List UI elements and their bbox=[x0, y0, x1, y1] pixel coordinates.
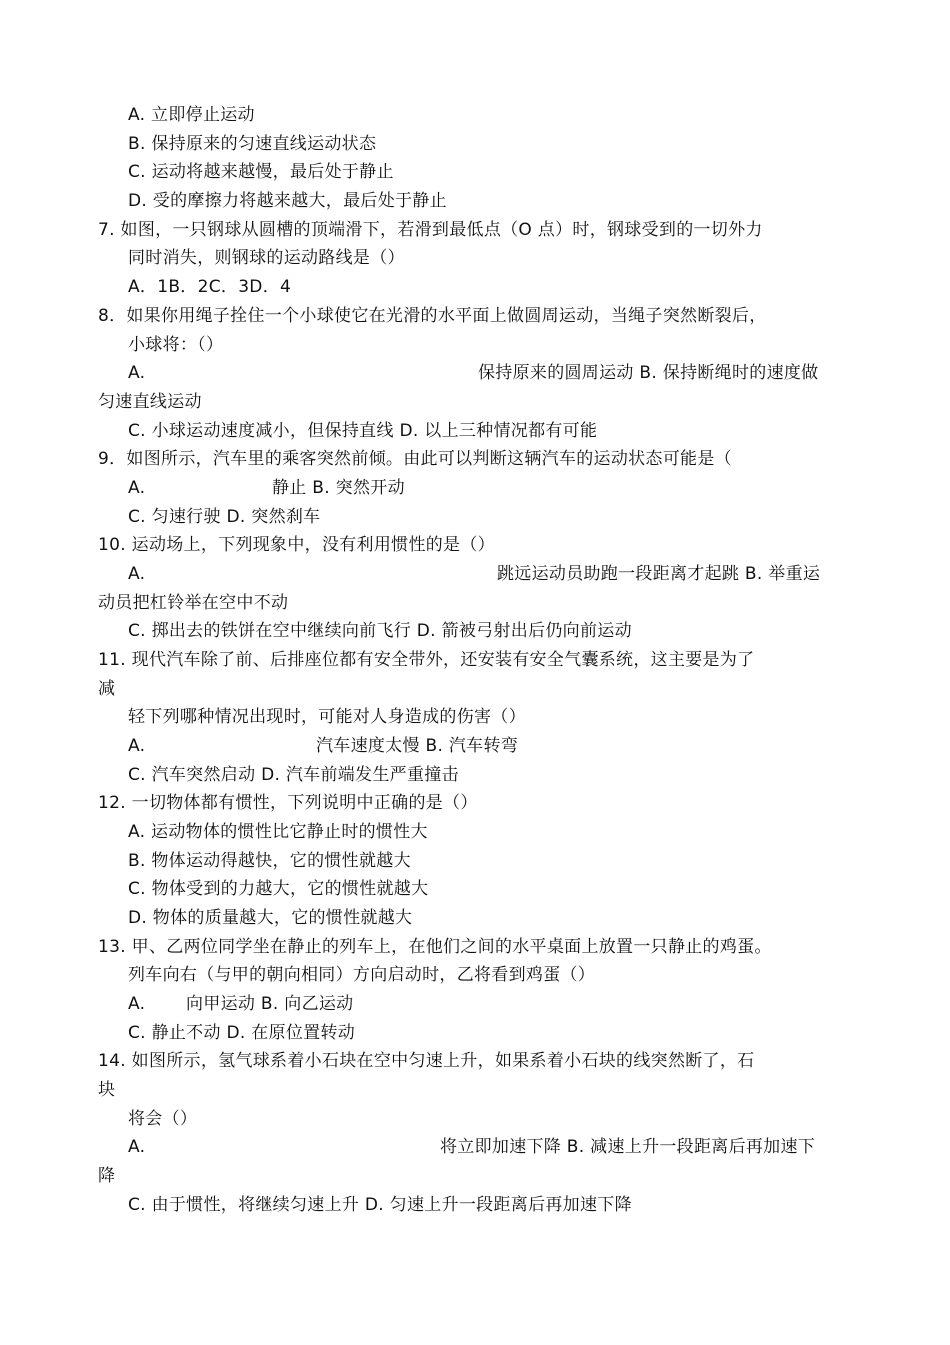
q10-stem: 10. 运动场上，下列现象中，没有利用惯性的是（） bbox=[98, 535, 495, 555]
q14-stem-wrap: 块 bbox=[98, 1080, 116, 1100]
q8-stem-line1: 8．如果你用绳子拴住一个小球使它在光滑的水平面上做圆周运动，当绳子突然断裂后， bbox=[98, 306, 767, 326]
q10-option-a-text: 跳远运动员助跑一段距离才起跳 B. 举重运 bbox=[497, 564, 821, 584]
q10-option-a-wrap: 动员把杠铃举在空中不动 bbox=[98, 593, 289, 613]
q11-stem-line2: 轻下列哪种情况出现时，可能对人身造成的伤害（） bbox=[128, 707, 526, 727]
q9-stem: 9．如图所示，汽车里的乘客突然前倾。由此可以判断这辆汽车的运动状态可能是（ bbox=[98, 449, 732, 469]
q9-options-cd: C. 匀速行驶 D. 突然刹车 bbox=[128, 507, 321, 527]
q8-stem-line2: 小球将：（） bbox=[128, 335, 224, 355]
q11-stem-wrap: 减 bbox=[98, 679, 116, 699]
q14-stem-line2: 将会（） bbox=[128, 1109, 198, 1129]
q8-option-a-label: A. bbox=[128, 363, 146, 383]
q14-stem-line1: 14. 如图所示，氢气球系着小石块在空中匀速上升，如果系着小石块的线突然断了，石 bbox=[98, 1051, 755, 1071]
q12-option-d: D. 物体的质量越大，它的惯性就越大 bbox=[128, 908, 413, 928]
q13-options-cd: C. 静止不动 D. 在原位置转动 bbox=[128, 1023, 356, 1043]
q14-option-a-label: A. bbox=[128, 1137, 146, 1157]
q10-options-cd: C. 掷出去的铁饼在空中继续向前飞行 D. 箭被弓射出后仍向前运动 bbox=[128, 621, 632, 641]
q14-option-a-text: 将立即加速下降 B. 减速上升一段距离后再加速下 bbox=[440, 1137, 816, 1157]
q7-stem-line2: 同时消失，则钢球的运动路线是（） bbox=[128, 248, 405, 268]
q11-stem-line1: 11. 现代汽车除了前、后排座位都有安全带外，还安装有安全气囊系统，这主要是为了 bbox=[98, 650, 755, 670]
q7-options: A．1B．2C．3D．4 bbox=[128, 277, 292, 297]
q8-option-a-text: 保持原来的圆周运动 B. 保持断绳时的速度做 bbox=[478, 363, 819, 383]
q6-option-c: C. 运动将越来越慢，最后处于静止 bbox=[128, 162, 394, 182]
q13-stem-line2: 列车向右（与甲的朝向相同）方向启动时，乙将看到鸡蛋（） bbox=[128, 965, 596, 985]
q13-option-a-text: 向甲运动 B. 向乙运动 bbox=[186, 994, 354, 1014]
q8-option-a-wrap: 匀速直线运动 bbox=[98, 392, 202, 412]
q11-option-a-label: A. bbox=[128, 736, 146, 756]
q9-option-a-text: 静止 B. 突然开动 bbox=[272, 478, 405, 498]
q6-option-b: B. 保持原来的匀速直线运动状态 bbox=[128, 134, 377, 154]
q14-options-cd: C. 由于惯性，将继续匀速上升 D. 匀速上升一段距离后再加速下降 bbox=[128, 1195, 632, 1215]
q12-option-a: A. 运动物体的惯性比它静止时的惯性大 bbox=[128, 822, 428, 842]
q11-option-a-text: 汽车速度太慢 B. 汽车转弯 bbox=[316, 736, 519, 756]
q13-stem-line1: 13. 甲、乙两位同学坐在静止的列车上，在他们之间的水平桌面上放置一只静止的鸡蛋。 bbox=[98, 937, 772, 957]
q12-stem: 12. 一切物体都有惯性，下列说明中正确的是（） bbox=[98, 793, 478, 813]
q10-option-a-label: A. bbox=[128, 564, 146, 584]
q13-option-a-label: A. bbox=[128, 994, 146, 1014]
q11-options-cd: C. 汽车突然启动 D. 汽车前端发生严重撞击 bbox=[128, 765, 459, 785]
q14-option-a-wrap: 降 bbox=[98, 1166, 116, 1186]
q6-option-a: A. 立即停止运动 bbox=[128, 105, 255, 125]
q12-option-c: C. 物体受到的力越大，它的惯性就越大 bbox=[128, 879, 429, 899]
q7-stem-line1: 7. 如图，一只钢球从圆槽的顶端滑下，若滑到最低点（O 点）时，钢球受到的一切外力 bbox=[98, 220, 763, 240]
q9-option-a-label: A. bbox=[128, 478, 146, 498]
q12-option-b: B. 物体运动得越快，它的惯性就越大 bbox=[128, 851, 411, 871]
q8-options-cd: C. 小球运动速度减小，但保持直线 D. 以上三种情况都有可能 bbox=[128, 421, 598, 441]
q6-option-d: D. 受的摩擦力将越来越大，最后处于静止 bbox=[128, 191, 447, 211]
